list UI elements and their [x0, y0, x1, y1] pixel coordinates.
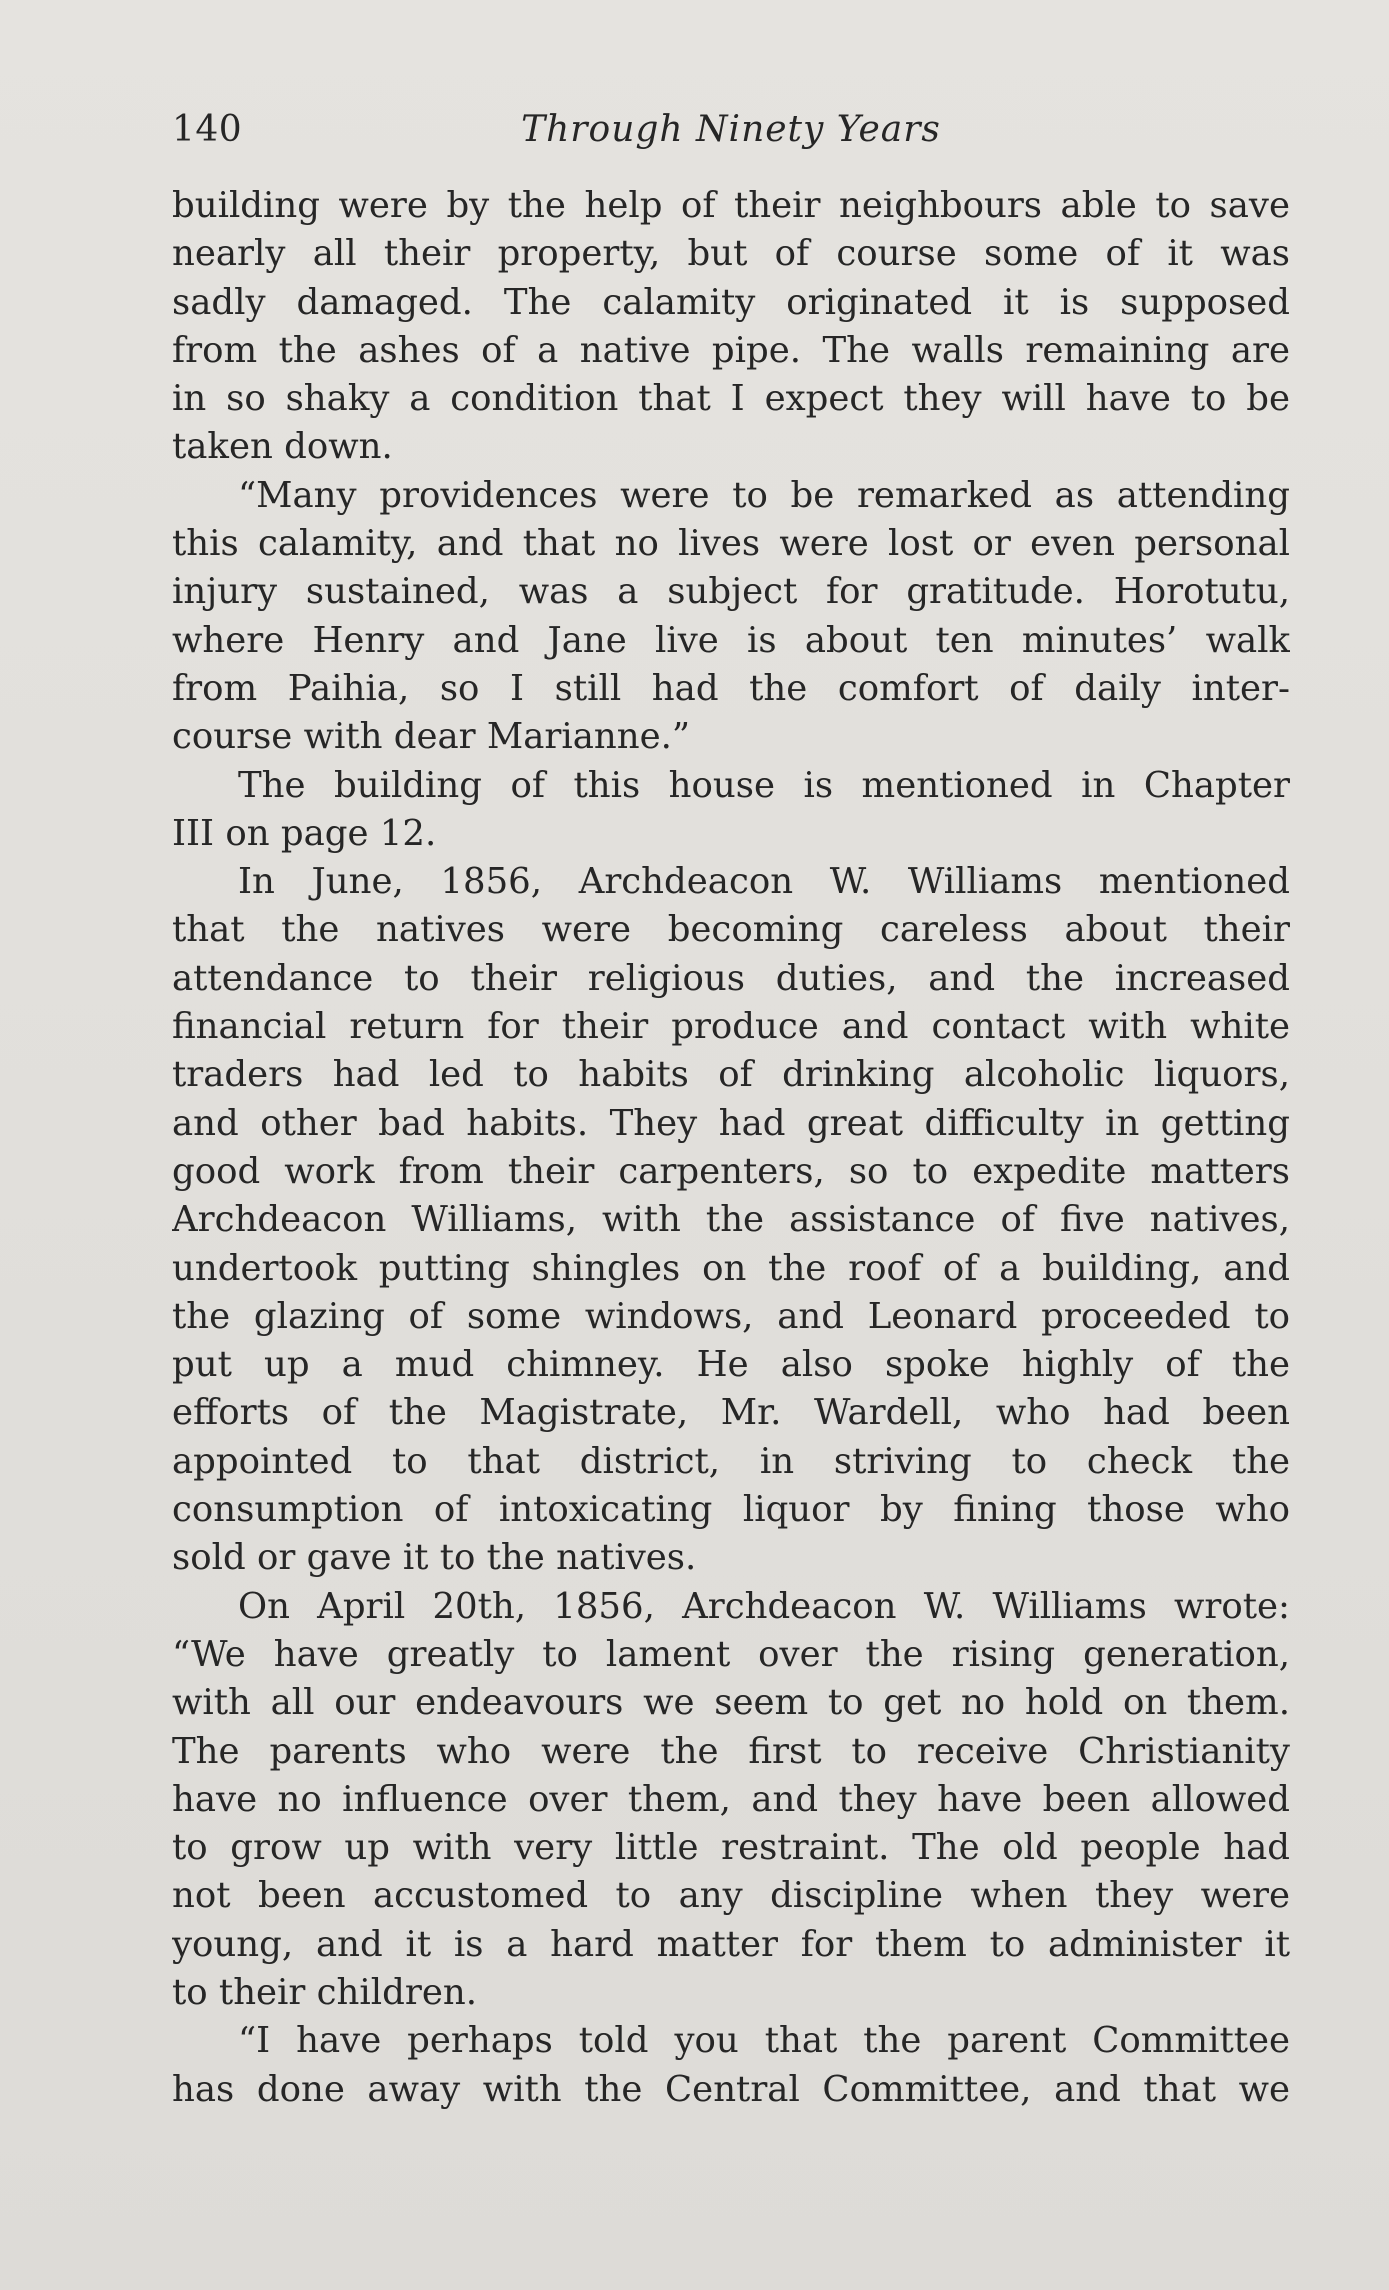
text-line: III on page 12. — [172, 812, 437, 854]
page-number: 140 — [172, 109, 243, 150]
text-line: young, and it is a hard matter for them to administer it — [172, 1923, 1290, 1965]
text-line: this calamity, and that no lives were lost or even personal — [172, 523, 1290, 565]
text-line: The parents who were the first to receive Christianity — [172, 1730, 1290, 1772]
text-line: appointed to that district, in striving to check the — [172, 1440, 1290, 1482]
text-line: good work from their carpenters, so to expedite matters — [172, 1150, 1290, 1192]
text-line: consumption of intoxicating liquor by fining those who — [172, 1489, 1290, 1531]
running-title: Through Ninety Years — [521, 109, 941, 150]
text-line: put up a mud chimney. He also spoke highly of the — [172, 1344, 1290, 1386]
body-text — [172, 182, 1290, 2114]
text-line: course with dear Marianne.” — [172, 716, 691, 758]
text-line: building were by the help of their neighbours able to save — [172, 185, 1290, 226]
text-line: In June, 1856, Archdeacon W. Williams mentioned — [238, 861, 1290, 903]
text-line: with all our endeavours we seem to get no hold on them. — [172, 1682, 1290, 1724]
text-line: traders had led to habits of drinking alcoholic liquors, — [172, 1054, 1290, 1096]
text-line: efforts of the Magistrate, Mr. Wardell, who had been — [172, 1392, 1290, 1434]
text-line: “Many providences were to be remarked as attending — [238, 474, 1290, 516]
text-line: financial return for their produce and contact with white — [172, 1006, 1290, 1048]
text-line: On April 20th, 1856, Archdeacon W. Williams wrote: — [238, 1585, 1290, 1627]
text-line: taken down. — [172, 426, 393, 468]
text-line: sadly damaged. The calamity originated it is supposed — [172, 281, 1290, 323]
text-line: injury sustained, was a subject for gratitude. Horotutu, — [172, 571, 1290, 613]
text-line: attendance to their religious duties, and the increased — [172, 957, 1290, 999]
text-line: from Paihia, so I still had the comfort of daily inter- — [172, 667, 1290, 709]
text-line: sold or gave it to the natives. — [172, 1537, 697, 1579]
text-line: where Henry and Jane live is about ten minutes’ walk — [172, 619, 1290, 661]
text-line: to grow up with very little restraint. The old people had — [172, 1827, 1290, 1869]
text-line: nearly all their property, but of course some of it was — [172, 233, 1290, 275]
text-line: that the natives were becoming careless about their — [172, 909, 1290, 951]
text-line: undertook putting shingles on the roof of a building, and — [172, 1247, 1290, 1289]
text-line: from the ashes of a native pipe. The walls remaining are — [172, 329, 1290, 371]
text-line: has done away with the Central Committee, and that we — [172, 2068, 1290, 2110]
text-line: “I have perhaps told you that the parent Committee — [238, 2020, 1290, 2062]
text-line: The building of this house is mentioned in Chapter — [238, 764, 1290, 806]
page-header — [172, 100, 1290, 160]
text-line: Archdeacon Williams, with the assistance of five natives, — [172, 1199, 1290, 1241]
text-line: in so shaky a condition that I expect they will have to be — [172, 378, 1290, 420]
text-line: the glazing of some windows, and Leonard proceeded to — [172, 1295, 1290, 1337]
text-line: to their children. — [172, 1971, 477, 2013]
text-line: have no influence over them, and they have been allowed — [172, 1778, 1290, 1820]
text-line: “We have greatly to lament over the rising generation, — [172, 1633, 1290, 1675]
text-line: not been accustomed to any discipline when they were — [172, 1875, 1290, 1917]
text-line: and other bad habits. They had great difficulty in getting — [172, 1102, 1290, 1144]
